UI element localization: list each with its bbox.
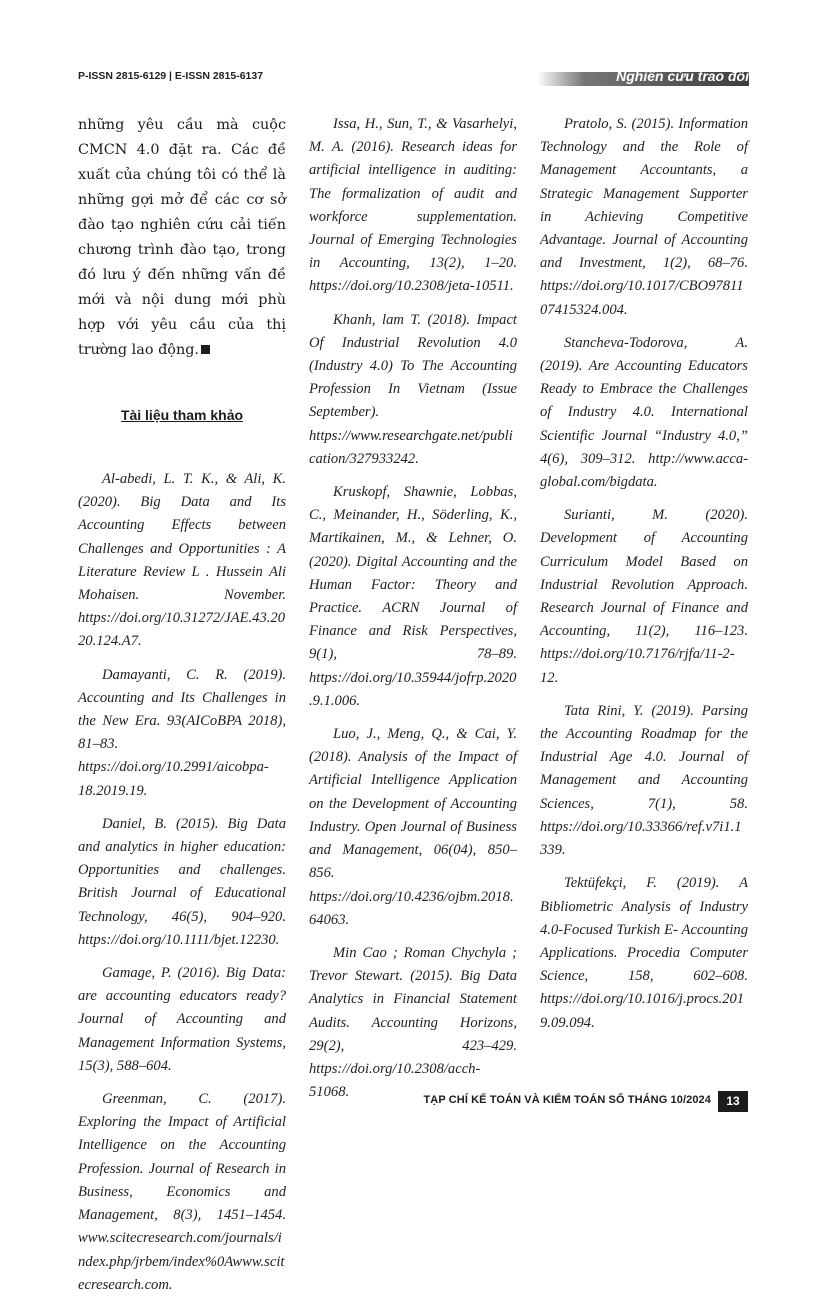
issn-header: P-ISSN 2815-6129 | E-ISSN 2815-6137 — [78, 70, 264, 82]
conclusion-paragraph — [78, 113, 286, 363]
reference-item: Luo, J., Meng, Q., & Cai, Y. (2018). Analysis of the Impact of Artificial Intelligence Application on the Development of Accounting Industry. Open Journal of Business and Management, 06(04), 850–856. https://doi.org/10.4236/ojbm.2018.64063. — [309, 726, 517, 928]
reference-item: Al-abedi, L. T. K., & Ali, K. (2020). Big Data and Its Accounting Effects between Challenges and Opportunities : A Literature Review L . Hussein Ali Mohaisen. November. https://doi.org/10.31272/JAE.43.2020.124.A7. — [78, 471, 286, 650]
reference-item: Khanh, lam T. (2018). Impact Of Industrial Revolution 4.0 (Industry 4.0) To The Accounting Profession In Vietnam (Issue September). https://www.researchgate.net/publication/327933242. — [309, 311, 517, 467]
reference-item: Gamage, P. (2016). Big Data: are accounting educators ready? Journal of Accounting and Management Information Systems, 15(3), 588–604. — [78, 965, 286, 1074]
journal-footer: TẠP CHÍ KẾ TOÁN VÀ KIỂM TOÁN SỐ THÁNG 10/2024 — [423, 1094, 711, 1106]
reference-item: Min Cao ; Roman Chychyla ; Trevor Stewart. (2015). Big Data Analytics in Financial Statement Audits. Accounting Horizons, 29(2), 423–429. https://doi.org/10.2308/acch-51068. — [309, 944, 517, 1101]
reference-item: Stancheva-Todorova, A. (2019). Are Accounting Educators Ready to Embrace the Challenges of Industry 4.0. International Scientific Journal “Industry 4.0,” 4(6), 309–312. http://www.acca-global.com/bigdata. — [540, 334, 748, 491]
column-1 — [78, 113, 286, 1307]
reference-item: Damayanti, C. R. (2019). Accounting and Its Challenges in the New Era. 93(AICoBPA 2018), 81–83. https://doi.org/10.2991/aicobpa-18.2019.19. — [78, 666, 286, 799]
reference-item: Tektüfekçi, F. (2019). A Bibliometric Analysis of Industry 4.0-Focused Turkish E- Accounting Applications. Procedia Computer Science, 158, 602–608. https://doi.org/10.1016/j.procs.2019.09.094. — [540, 875, 748, 1031]
end-of-article-mark — [201, 345, 210, 354]
reference-item: Kruskopf, Shawnie, Lobbas, C., Meinander, H., Söderling, K., Martikainen, M., & Lehner, O. (2020). Digital Accounting and the Human Factor: Theory and Practice. ACRN Journal of Finance and Risk Perspectives, 9(1), 78–89. https://doi.org/10.35944/jofrp.2020.9.1.006. — [309, 484, 517, 709]
reference-item: Issa, H., Sun, T., & Vasarhelyi, M. A. (2016). Research ideas for artificial intelligence in auditing: The formalization of audit and workforce supplementation. Journal of Emerging Technologies in Accounting, 13(2), 1–20. https://doi.org/10.2308/jeta-10511. — [309, 116, 517, 295]
reference-item: Daniel, B. (2015). Big Data and analytics in higher education: Opportunities and challenges. British Journal of Educational Technology, 46(5), 904–920. https://doi.org/10.1111/bjet.12230. — [78, 815, 286, 948]
column-2 — [309, 113, 517, 1114]
page-number: 13 — [718, 1091, 748, 1112]
reference-item: Pratolo, S. (2015). Information Technology and the Role of Management Accountants, a Strategic Management Supporter in Achieving Competitive Advantage. Journal of Accounting and Investment, 1(2), 68–76. https://doi.org/10.1017/CBO9781107415324.004. — [540, 116, 748, 318]
conclusion-text: những yêu cầu mà cuộc CMCN 4.0 đặt ra. Các đề xuất của chúng tôi có thể là những gợi mở để các cơ sở đào tạo nghiên cứu cải tiến chương trình đào tạo, trong đó lưu ý đến những vấn đề mới và nội dung mới phù hợp với yêu cầu của thị trường lao động. — [78, 117, 286, 358]
column-3 — [540, 113, 748, 1045]
section-title: Nghiên cứu trao đổi — [616, 68, 749, 84]
reference-item: Tata Rini, Y. (2019). Parsing the Accounting Roadmap for the Industrial Age 4.0. Journal of Management and Accounting Sciences, 7(1), 58. https://doi.org/10.33366/ref.v7i1.1339. — [540, 702, 748, 859]
reference-item: Greenman, C. (2017). Exploring the Impact of Artificial Intelligence on the Accounting Profession. Journal of Research in Business, Economics and Management, 8(3), 1451–1454. www.scitecresearch.com/journals/index.php/jrbem/index%0Awww.scitecresearch.com. — [78, 1091, 286, 1293]
references-heading: Tài liệu tham khảo — [120, 407, 244, 423]
reference-item: Surianti, M. (2020). Development of Accounting Curriculum Model Based on Industrial Revolution Approach. Research Journal of Finance and Accounting, 11(2), 116–123. https://doi.org/10.7176/rjfa/11-2-12. — [540, 507, 748, 686]
